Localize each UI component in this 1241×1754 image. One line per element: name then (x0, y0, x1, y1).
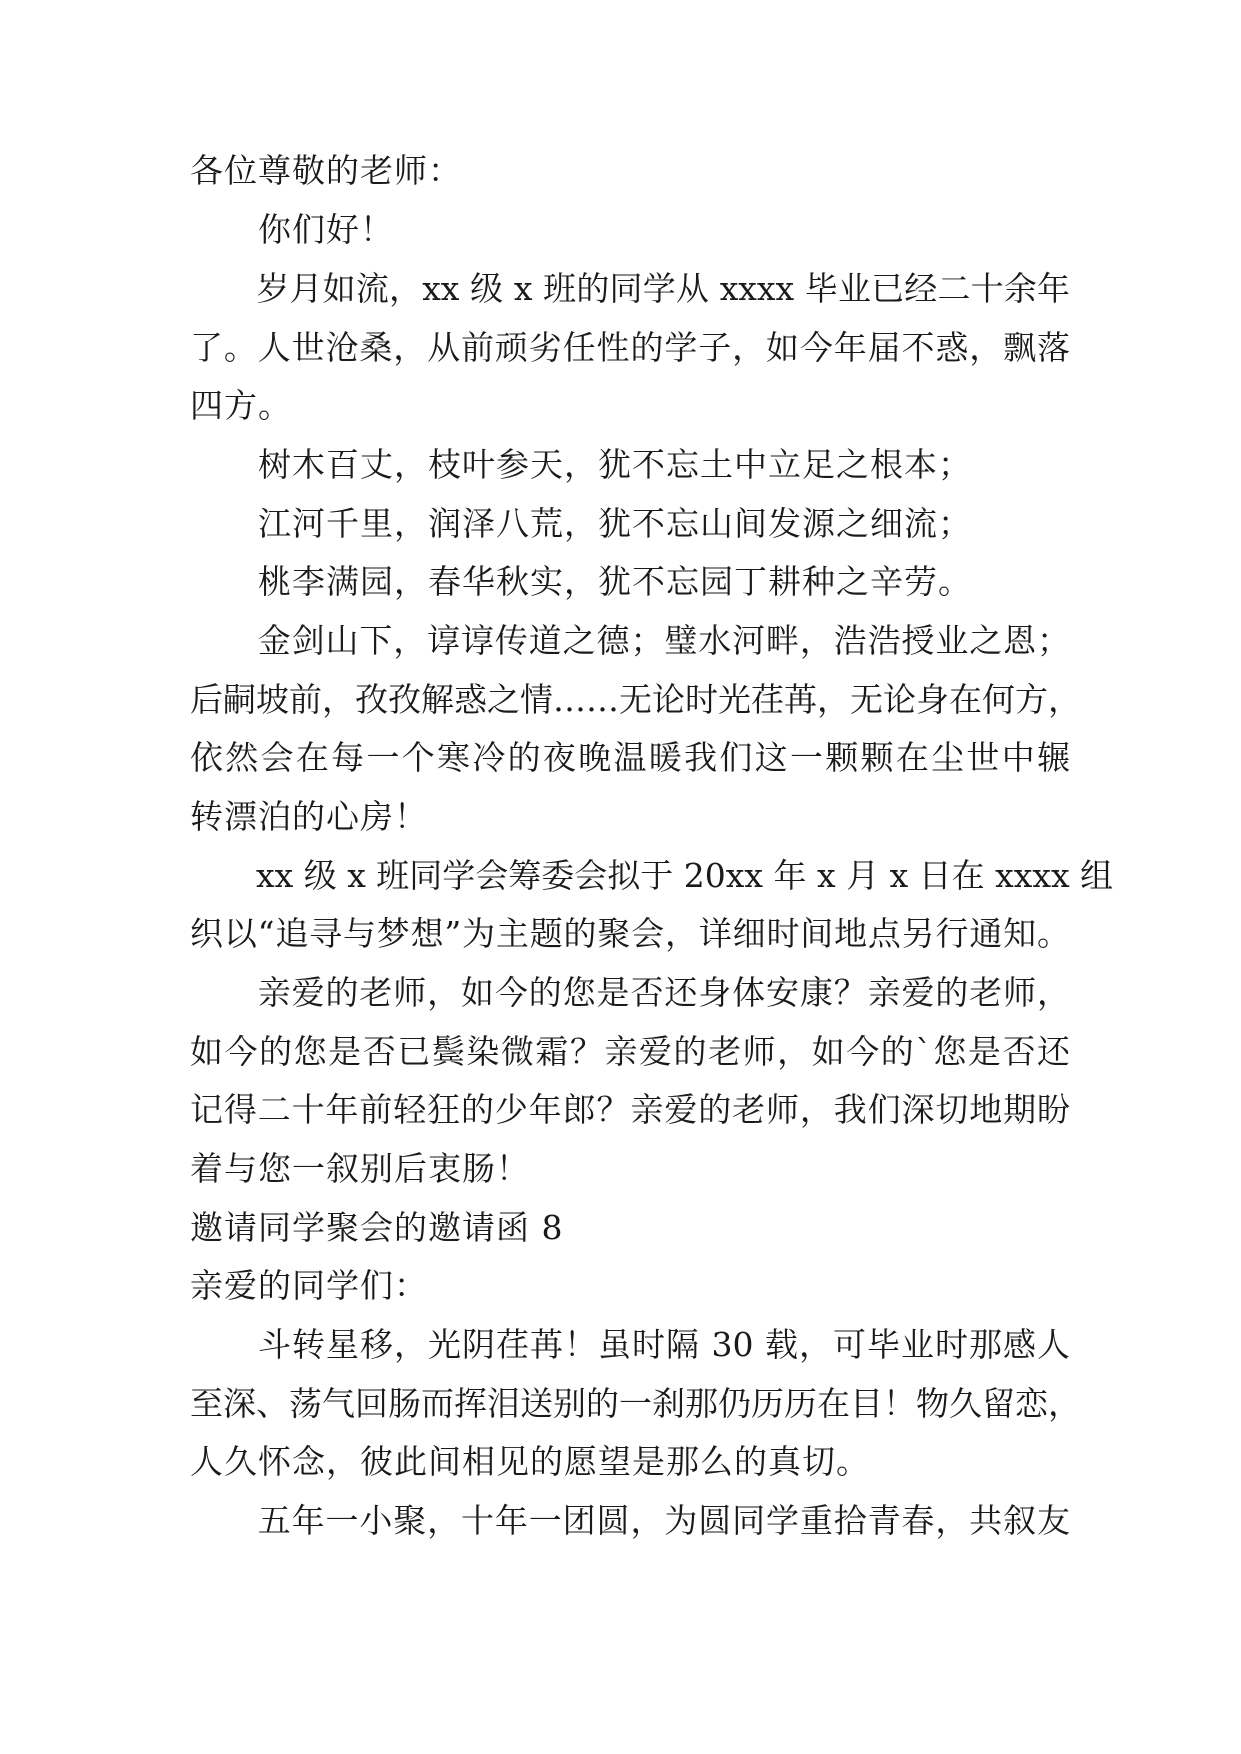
paragraph-line: 记得二十年前轻狂的少年郎？亲爱的老师，我们深切地期盼 (190, 1090, 1070, 1129)
paragraph-line: 至深、荡气回肠而挥泪送别的一刹那仍历历在目！物久留恋， (190, 1384, 1081, 1423)
paragraph-line: 后嗣坡前，孜孜解惑之情……无论时光荏苒，无论身在何方， (190, 680, 1081, 719)
paragraph-line: 四方。 (190, 386, 292, 425)
paragraph-line: xx 级 x 班同学会筹委会拟于 20xx 年 x 月 x 日在 xxxx 组 (190, 856, 1114, 895)
paragraph-line: 亲爱的老师，如今的您是否还身体安康？亲爱的老师， (190, 973, 1070, 1012)
paragraph-line: 着与您一叙别后衷肠！ (190, 1149, 530, 1188)
paragraph-line: 如今的您是否已鬓染微霜？亲爱的老师，如今的`您是否还 (190, 1032, 1070, 1071)
paragraph-line: 金剑山下，谆谆传道之德；璧水河畔，浩浩授业之恩； (190, 621, 1070, 660)
greeting: 你们好！ (190, 210, 394, 249)
paragraph-line: 了。人世沧桑，从前顽劣任性的学子，如今年届不惑，飘落 (190, 328, 1070, 367)
paragraph-line: 树木百丈，枝叶参天，犹不忘土中立足之根本； (190, 445, 972, 484)
paragraph-line: 转漂泊的心房！ (190, 797, 428, 836)
paragraph-line: 五年一小聚，十年一团圆，为圆同学重拾青春，共叙友 (190, 1501, 1070, 1540)
paragraph-line: 依然会在每一个寒冷的夜晚温暖我们这一颗颗在尘世中辗 (190, 738, 1070, 777)
salutation-teachers: 各位尊敬的老师： (190, 151, 462, 190)
paragraph-line: 岁月如流，xx 级 x 班的同学从 xxxx 毕业已经二十余年 (190, 269, 1070, 308)
section-title: 邀请同学聚会的邀请函 8 (190, 1208, 564, 1247)
paragraph-line: 斗转星移，光阴荏苒！虽时隔 30 载，可毕业时那感人 (190, 1325, 1070, 1364)
paragraph-line: 江河千里，润泽八荒，犹不忘山间发源之细流； (190, 504, 972, 543)
paragraph-line: 织以“追寻与梦想”为主题的聚会，详细时间地点另行通知。 (190, 914, 1070, 953)
paragraph-line: 桃李满园，春华秋实，犹不忘园丁耕种之辛劳。 (190, 562, 972, 601)
salutation-classmates: 亲爱的同学们： (190, 1266, 428, 1305)
paragraph-line: 人久怀念，彼此间相见的愿望是那么的真切。 (190, 1442, 870, 1481)
